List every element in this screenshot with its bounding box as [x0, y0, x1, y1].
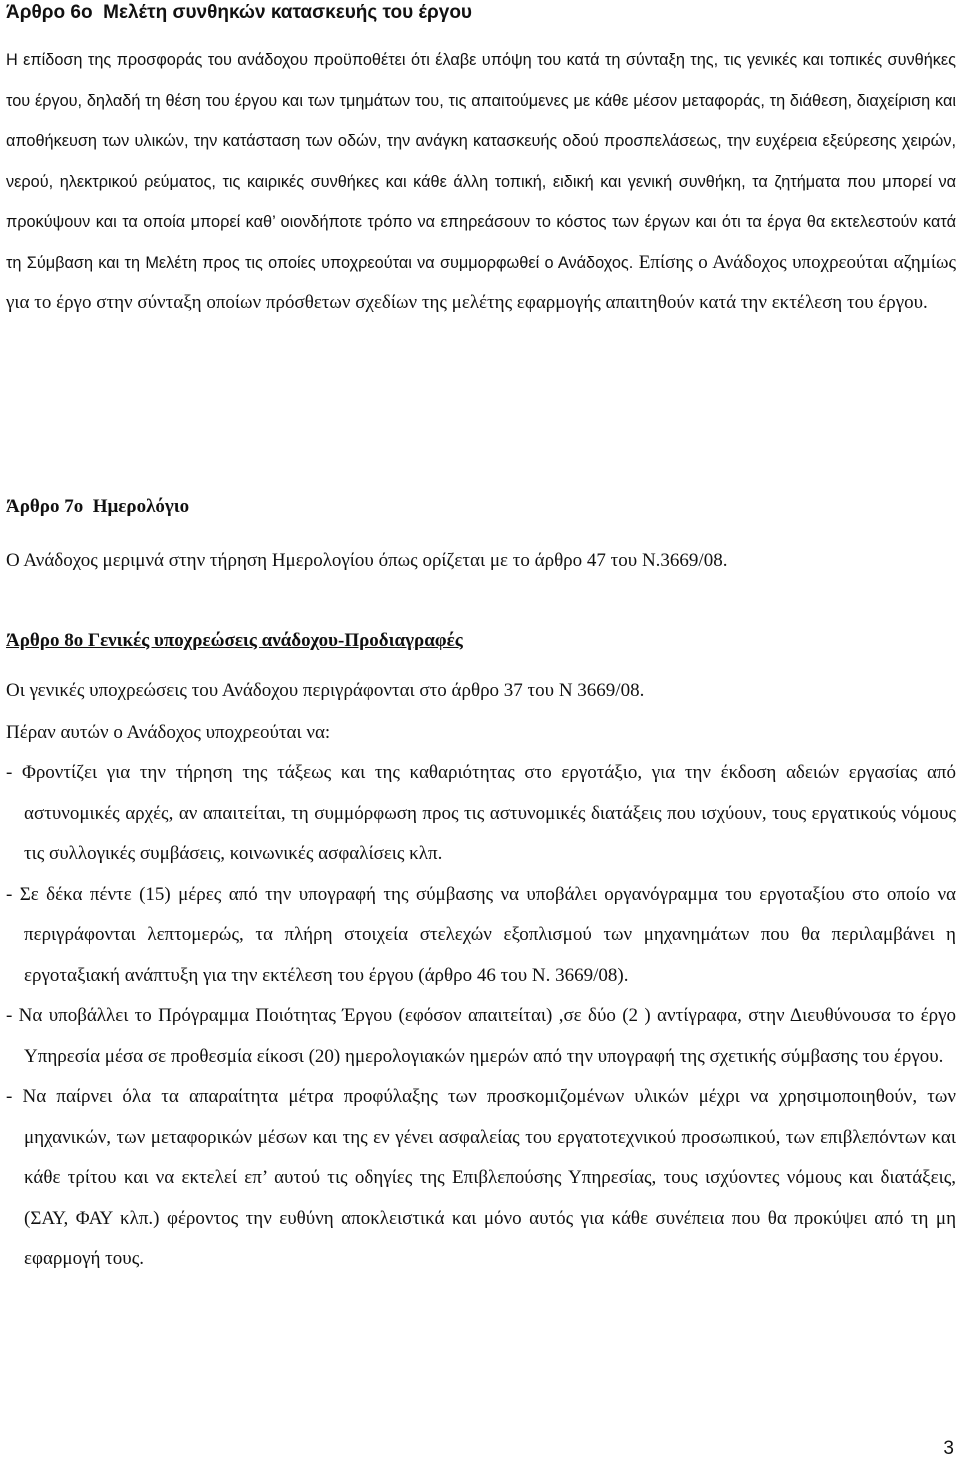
- article-8-intro-1: Οι γενικές υποχρεώσεις του Ανάδοχου περιγράφονται στο άρθρο 37 του Ν 3669/08.: [6, 680, 645, 701]
- article-7-number: Άρθρο 7ο: [6, 496, 84, 517]
- article-8-bullet-3: - Να υποβάλλει το Πρόγραμμα Ποιότητας Έργου (εφόσον απαιτείται) ,σε δύο (2 ) αντίγραφα, στην Διευθύνουσα το έργο Υπηρεσία μέσα σε προθεσμία είκοσι (20) ημερολογιακών ημερών από την υπογραφή της σχετικής σύμβασης του έργου.: [6, 1005, 956, 1067]
- article-8-bullet-1: - Φροντίζει για την τήρηση της τάξεως και της καθαριότητας στο εργοτάξιο, για την έκδοση αδειών εργασίας από αστυνομικές αρχές, αν απαιτείται, τη συμμόρφωση προς τις αστυνομικές διατάξεις που ισχύουν, τους εργατικούς νόμους τις συλλογικές συμβάσεις, κοινωνικές ασφαλίσεις κλπ.: [6, 762, 956, 864]
- article-8-bullet-4: - Να παίρνει όλα τα απαραίτητα μέτρα προφύλαξης των προσκομιζομένων υλικών μέχρι να χρησιμοποιηθούν, των μηχανικών, των μεταφορικών μέσων και της εν γένει ασφαλείας του εργατοτεχνικού προσωπικού, των επιβλεπόντων και κάθε τρίτου και να εκτελεί επ’ αυτού τις οδηγίες της Επιβλεπούσης Υπηρεσίας, τους ισχύοντες νόμους και διατάξεις, (ΣΑΥ, ΦΑΥ κλπ.) φέροντος την ευθύνη αποκλειστικά και μόνο αυτός για κάθε συνέπεια που θα προκύψει από τη μη εφαρμογή τους.: [6, 1086, 956, 1269]
- article-6-title: Μελέτη συνθηκών κατασκευής του έργου: [103, 2, 472, 23]
- article-6-body: [6, 40, 956, 324]
- article-6-heading: [6, 2, 472, 24]
- article-8-bullet-2: - Σε δέκα πέντε (15) μέρες από την υπογραφή της σύμβασης να υποβάλει οργανόγραμμα του εργοταξίου στο οποίο να περιγράφονται λεπτομερώς, τα πλήρη στοιχεία στελεχών εξοπλισμού των μηχανημάτων που θα περιλαμβάνει η εργοταξιακή ανάπτυξη για την εκτέλεση του έργου (άρθρο 46 του Ν. 3669/08).: [6, 883, 956, 986]
- article-8-heading: Άρθρο 8ο Γενικές υποχρεώσεις ανάδοχου-Προδιαγραφές: [6, 630, 463, 651]
- article-7-title: Ημερολόγιο: [92, 496, 190, 517]
- article-6-number: Άρθρο 6ο: [6, 2, 93, 23]
- page-number: 3: [943, 1438, 954, 1459]
- article-7-body: Ο Ανάδοχος μεριμνά στην τήρηση Ημερολογίου όπως ορίζεται με το άρθρο 47 του Ν.3669/08.: [6, 550, 728, 571]
- article-8-bullet-list: [6, 753, 956, 1280]
- article-7-heading: [6, 496, 189, 518]
- article-6-body-extra: Επίσης ο Ανάδοχος υποχρεούται αζημίως για το έργο στην σύνταξη οποίων πρόσθετων σχεδίων της μελέτης εφαρμογής απαιτηθούν κατά την εκτέλεση του έργου.: [6, 251, 956, 313]
- article-6-body-main: Η επίδοση της προσφοράς του ανάδοχου προϋποθέτει ότι έλαβε υπόψη του κατά τη σύνταξη της, τις γενικές και τοπικές συνθήκες του έργου, δηλαδή τη θέση του έργου και των τμημάτων του, τις απαιτούμενες με κάθε μέσον μεταφοράς, τη διάθεση, διαχείριση και αποθήκευση των υλικών, την κατάσταση των οδών, την ανάγκη κατασκευής οδού προσπελάσεως, την ευχέρεια εξεύρεσης χειρών, νερού, ηλεκτρικού ρεύματος, τις καιρικές συνθήκες και κάθε άλλη τοπική, ειδική και γενική συνθήκη, τα ζητήματα που μπορεί να προκύψουν και τα οποία μπορεί καθ’ οιονδήποτε τρόπο να επηρεάσουν το κόστος των έργων και ότι τα έργα θα εκτελεστούν κατά τη Σύμβαση και τη Μελέτη προς τις οποίες υποχρεούται να συμμορφωθεί ο Ανάδοχος.: [6, 51, 956, 272]
- article-8-intro-2: Πέραν αυτών ο Ανάδοχος υποχρεούται να:: [6, 722, 331, 743]
